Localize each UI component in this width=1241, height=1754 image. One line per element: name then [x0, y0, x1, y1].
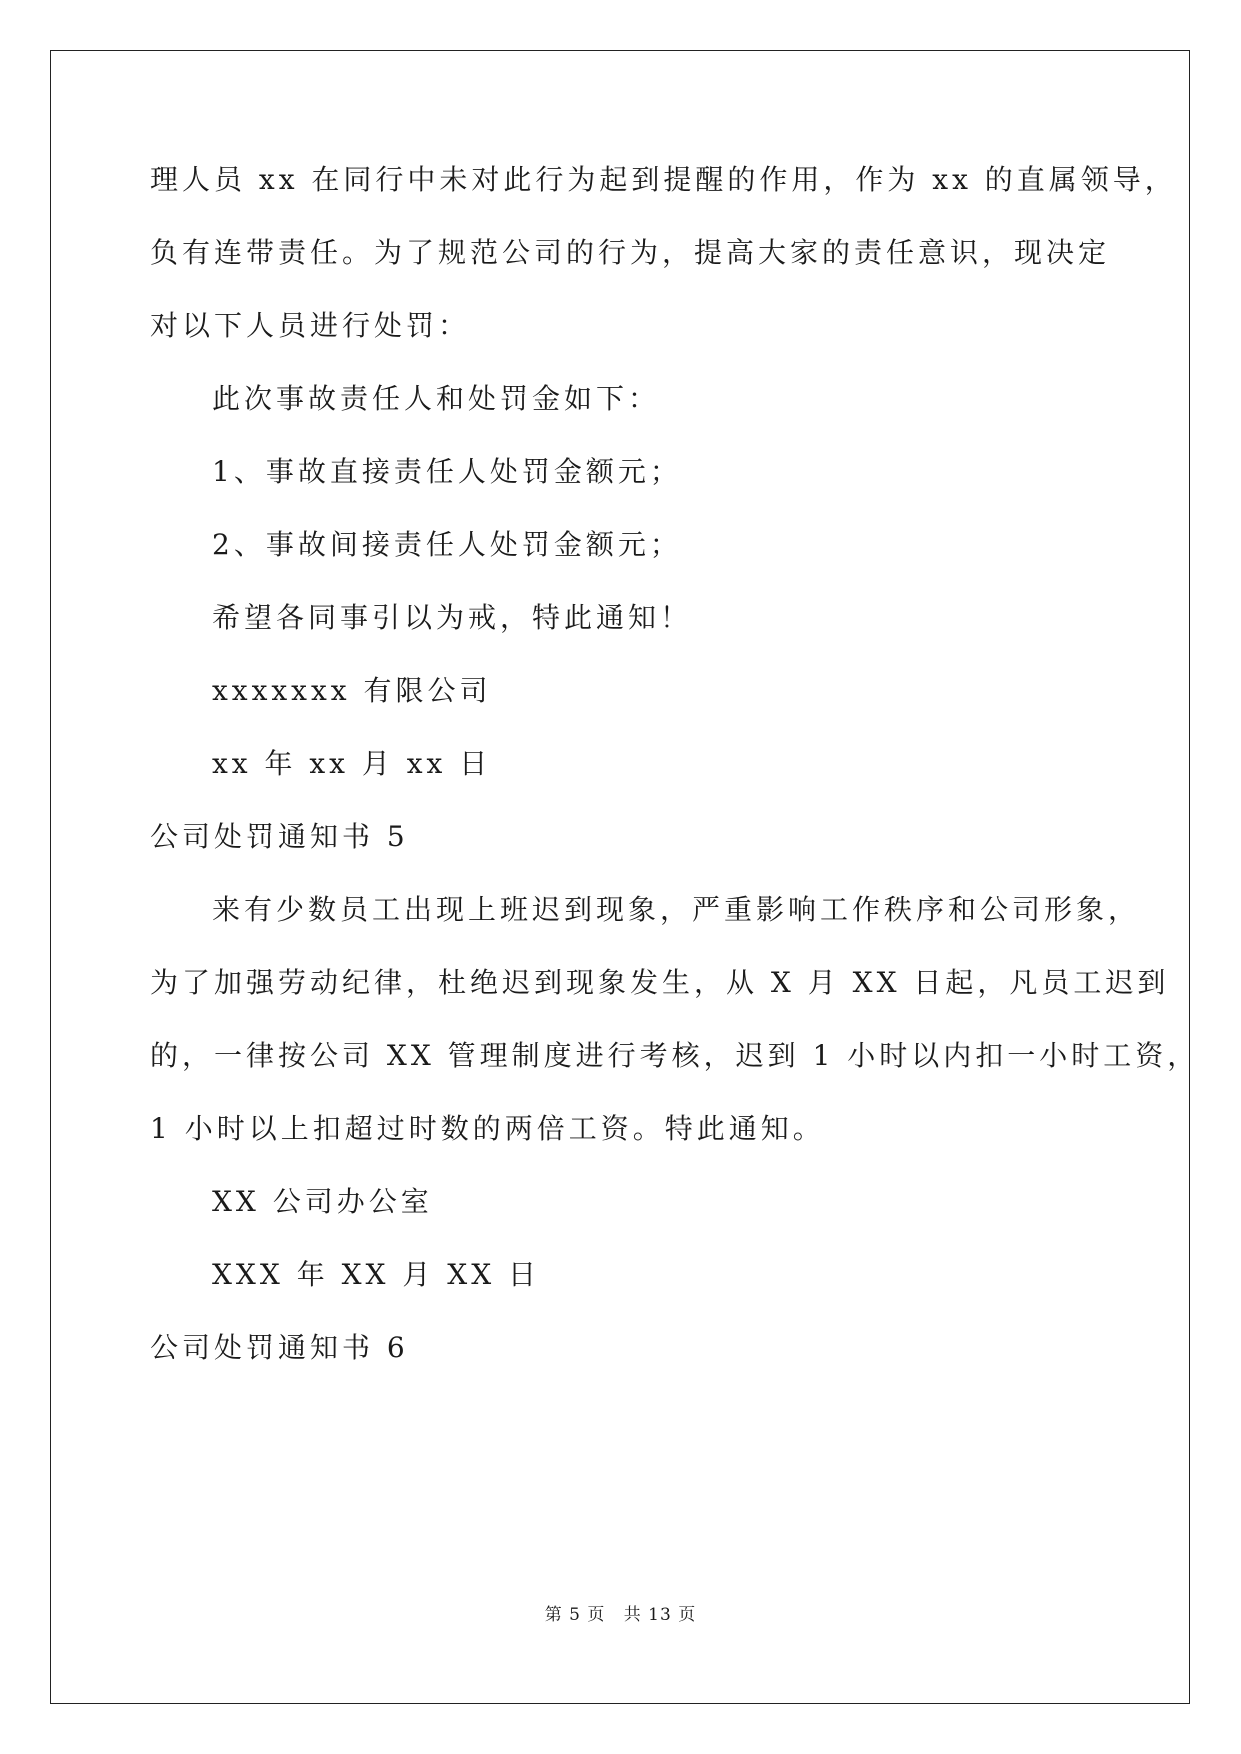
paragraph-line: 负有连带责任。为了规范公司的行为，提高大家的责任意识，现决定 — [150, 236, 1111, 269]
paragraph-line: 希望各同事引以为戒，特此通知！ — [212, 601, 693, 634]
paragraph-line: 来有少数员工出现上班迟到现象，严重影响工作秩序和公司形象， — [212, 893, 1141, 926]
signature-company: xxxxxxx 有限公司 — [212, 674, 492, 707]
paragraph-line: 理人员 xx 在同行中未对此行为起到提醒的作用，作为 xx 的直属领导， — [150, 163, 1177, 196]
paragraph-line: 为了加强劳动纪律，杜绝迟到现象发生，从 X 月 XX 日起，凡员工迟到 — [150, 966, 1170, 999]
list-item: 1、事故直接责任人处罚金额元； — [212, 455, 682, 488]
page-total: 共 13 页 — [623, 1605, 697, 1625]
list-item: 2、事故间接责任人处罚金额元； — [212, 528, 682, 561]
page-number: 第 5 页 — [544, 1605, 606, 1625]
signature-date: xx 年 xx 月 xx 日 — [212, 747, 492, 780]
paragraph-line: 1 小时以上扣超过时数的两倍工资。特此通知。 — [150, 1112, 825, 1145]
page-footer — [0, 1600, 1241, 1625]
paragraph-line: 对以下人员进行处罚： — [150, 309, 471, 342]
section-heading: 公司处罚通知书 5 — [150, 820, 409, 853]
section-heading: 公司处罚通知书 6 — [150, 1331, 409, 1364]
signature-office: XX 公司办公室 — [212, 1185, 433, 1218]
signature-date: XXX 年 XX 月 XX 日 — [212, 1258, 541, 1291]
page-border — [50, 50, 1190, 1704]
paragraph-line: 此次事故责任人和处罚金如下： — [212, 382, 661, 415]
paragraph-line: 的，一律按公司 XX 管理制度进行考核，迟到 1 小时以内扣一小时工资， — [150, 1039, 1200, 1072]
